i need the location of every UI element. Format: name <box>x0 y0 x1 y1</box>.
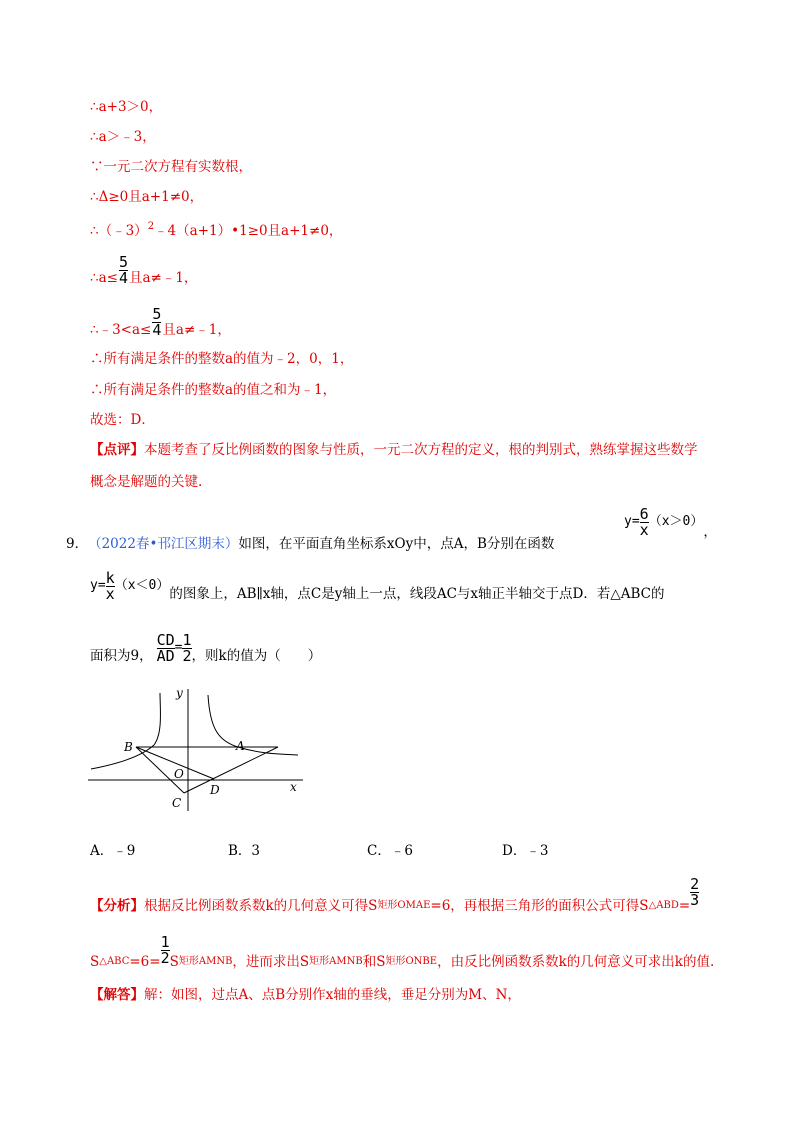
half-fraction <box>182 630 192 665</box>
question-text-2: 的图象上，AB∥x轴，点C是y轴上一点，线段AC与x轴正半轴交于点D．若△ABC的 <box>169 586 665 602</box>
solution-line-7b: 且a≠﹣1， <box>162 322 231 338</box>
analysis-text-1c: = <box>678 898 691 914</box>
analysis-text-1b: =6，再根据三角形的面积公式可得S <box>430 898 649 914</box>
solution-line-9: ∴所有满足条件的整数a的值之和为﹣1， <box>90 382 337 398</box>
solution-line-2: ∴a＞﹣3， <box>90 129 156 145</box>
label-y: y <box>176 686 183 700</box>
analysis-sub-1: 矩形OMAE <box>377 900 431 911</box>
solution-line-5a: ∴（﹣3） <box>90 223 148 239</box>
solution-line-5 <box>90 217 342 241</box>
func2-condition: （x＜0） <box>114 578 170 593</box>
question-source: （2022春•邗江区期末） <box>88 536 239 552</box>
frac-num: 1 <box>160 933 170 951</box>
frac-num: 6 <box>639 504 649 523</box>
question-9-line-2 <box>90 566 664 606</box>
solution-line-6b: 且a≠﹣1， <box>128 270 198 286</box>
comment-line-2: 概念是解题的关键. <box>90 474 203 490</box>
analysis-sub-6: 矩形ONBE <box>385 956 438 967</box>
analysis-line-2 <box>90 932 714 972</box>
question-text-1: 如图，在平面直角坐标系xOy中，点A，B分别在函数 <box>238 536 555 552</box>
frac-den: 3 <box>690 891 700 909</box>
analysis-line-1 <box>90 876 699 916</box>
answer-line-1 <box>90 985 521 1005</box>
answer-text-1: 解：如图，过点A、点B分别作x轴的垂线，垂足分别为M、N， <box>144 987 521 1003</box>
frac-num: 5 <box>152 305 162 323</box>
answer-tag: 【解答】 <box>90 987 144 1003</box>
analysis-text-1: 根据反比例函数系数k的几何意义可得S <box>144 898 378 914</box>
frac-den: AD <box>156 646 175 665</box>
fraction-5-4b <box>152 307 161 338</box>
solution-line-7 <box>90 300 231 340</box>
option-c[interactable]: C．﹣6 <box>367 843 413 859</box>
label-B: B <box>124 740 133 754</box>
question-9-line-1 <box>66 524 554 554</box>
exponent: 2 <box>147 221 155 232</box>
analysis-text-2d: ，进而求出S <box>232 954 310 970</box>
frac-den: x <box>105 584 115 603</box>
solution-line-4: ∴Δ≥0且a+1≠0， <box>90 189 204 205</box>
func2-lhs: y= <box>90 578 106 593</box>
comment-line-1 <box>90 440 698 460</box>
func1-fraction <box>639 504 649 539</box>
analysis-tag: 【分析】 <box>90 898 144 914</box>
label-O: O <box>174 767 184 781</box>
segment-CA <box>184 747 278 793</box>
solution-line-3: ∵一元二次方程有实数根， <box>90 159 252 175</box>
frac-den: 2 <box>160 949 170 967</box>
fraction-1-2 <box>161 935 170 966</box>
analysis-text-2e: 和S <box>362 954 386 970</box>
analysis-text-2b: =6= <box>129 954 161 970</box>
comment-tag: 【点评】 <box>90 442 144 458</box>
question-text-3b: ，则k的值为（ ） <box>191 648 322 664</box>
label-C: C <box>172 796 182 810</box>
frac-num: 5 <box>118 253 128 271</box>
comma: ， <box>703 524 717 540</box>
analysis-text-2a: S <box>90 954 100 970</box>
solution-line-5b: ﹣4（a+1）•1≥0且a+1≠0， <box>154 223 343 239</box>
question-9-line-3 <box>90 628 321 668</box>
analysis-sub-4: 矩形AMNB <box>178 956 233 967</box>
solution-line-7a: ∴﹣3<a≤ <box>90 322 152 338</box>
analysis-sub-5: 矩形AMNB <box>309 956 363 967</box>
frac-den: 2 <box>182 646 192 665</box>
label-D: D <box>210 783 220 797</box>
solution-line-6a: ∴a≤ <box>90 270 118 286</box>
analysis-text-2c: S <box>169 954 179 970</box>
curve-k-over-x <box>91 693 160 769</box>
option-b[interactable]: B．3 <box>228 843 261 859</box>
func2-fraction <box>105 568 115 603</box>
frac-den: 4 <box>152 321 162 339</box>
func1-lhs: y= <box>624 514 640 529</box>
option-a[interactable]: A．﹣9 <box>90 843 136 859</box>
analysis-text-2f: ，由反比例函数系数k的几何意义可求出k的值. <box>437 954 715 970</box>
curve-6-over-x <box>208 695 298 755</box>
equals-sign: = <box>174 640 183 655</box>
analysis-sub-2: △ABD <box>648 900 679 911</box>
frac-den: x <box>639 520 649 539</box>
ratio-fraction <box>156 630 175 665</box>
frac-num: 1 <box>182 630 192 649</box>
fraction-5-4 <box>119 255 128 286</box>
frac-num: k <box>105 568 115 587</box>
label-x: x <box>290 780 297 794</box>
comment-text-1: 本题考查了反比例函数的图象与性质，一元二次方程的定义，根的判别式，熟练掌握这些数学 <box>144 442 698 458</box>
coordinate-figure <box>88 683 313 813</box>
option-d[interactable]: D．﹣3 <box>502 843 549 859</box>
solution-line-10: 故选：D． <box>90 412 155 428</box>
solution-line-1: ∴a+3＞0， <box>90 99 163 115</box>
solution-line-8: ∴所有满足条件的整数a的值为﹣2，0，1， <box>90 351 354 367</box>
frac-num: 2 <box>690 875 700 893</box>
label-A: A <box>236 739 245 753</box>
frac-den: 4 <box>118 269 128 287</box>
function-1 <box>624 502 717 542</box>
solution-line-6 <box>90 248 197 288</box>
fraction-2-3 <box>690 877 699 908</box>
question-text-3a: 面积为9， <box>90 648 153 664</box>
func1-condition: （x＞0） <box>648 514 704 529</box>
analysis-sub-3: △ABC <box>99 956 130 967</box>
question-number: 9． <box>66 536 89 552</box>
frac-num: CD <box>156 630 175 649</box>
